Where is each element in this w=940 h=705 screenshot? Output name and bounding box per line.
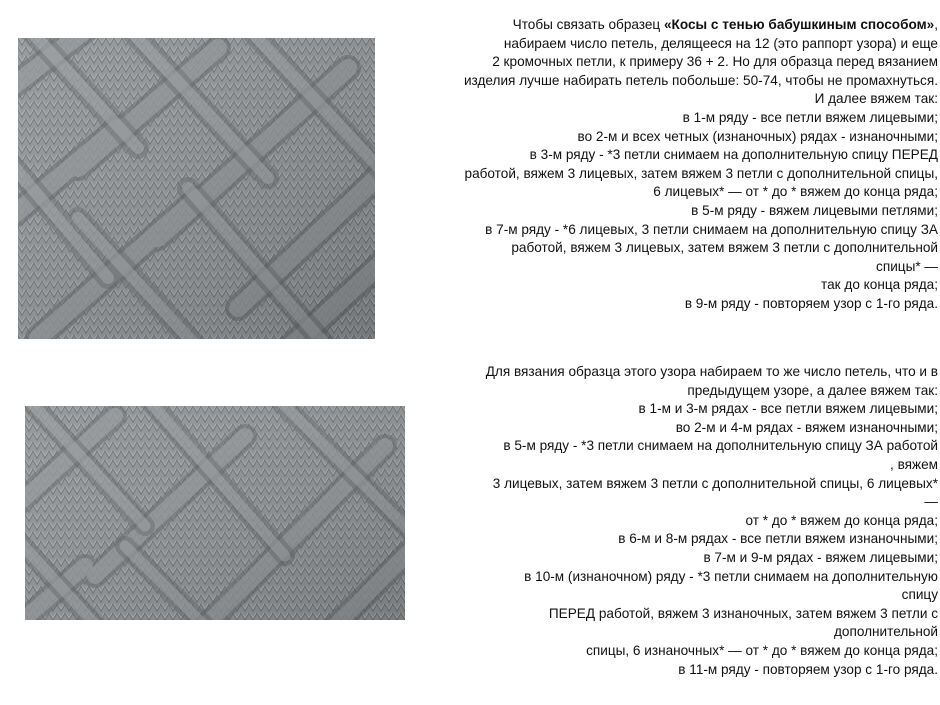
pattern-2-row-2-4: во 2-м и 4-м рядах - вяжем изнаночными;	[675, 419, 938, 435]
pattern-1-intro: Чтобы связать образец «Косы с тенью бабушкиным способом»,	[512, 17, 938, 32]
pattern-2-intro: Для вязания образца этого узора набираем то же число петель, что и в	[485, 364, 938, 379]
pattern-1-line: И далее вяжем так:	[814, 91, 938, 107]
pattern-2-line: спицу	[901, 587, 938, 603]
pattern-2-line: спицы, 6 изнаночных* — от * до * вяжем до конца ряда;	[586, 642, 938, 658]
cable-pattern-image-2	[25, 406, 405, 620]
knit-sample-photo-2	[25, 406, 405, 620]
pattern-2-line: предыдущем узоре, а далее вяжем так:	[687, 382, 938, 398]
pattern-2-row-10: в 10-м (изнаночном) ряду - *3 петли снимаем на дополнительную	[524, 568, 938, 584]
pattern-1-line: изделия лучше набирать петель побольше: 50-74, чтобы не промахнуться.	[463, 72, 938, 88]
pattern-2-line: от * до * вяжем до конца ряда;	[745, 512, 938, 528]
pattern-2-row-1-3: в 1-м и 3-м рядах - все петли вяжем лицевыми;	[638, 401, 938, 417]
pattern-1-line: спицы* —	[876, 258, 938, 274]
pattern-1-line: 6 лицевых* — от * до * вяжем до конца ряда;	[653, 184, 938, 200]
pattern-1-row-1: в 1-м ряду - все петли вяжем лицевыми;	[682, 109, 938, 125]
pattern-1-row-3: в 3-м ряду - *3 петли снимаем на дополнительную спицу ПЕРЕД	[529, 147, 938, 163]
pattern-1-line: набираем число петель, делящееся на 12 (это раппорт узора) и еще	[503, 35, 938, 51]
pattern-1-row-7: в 7-м ряду - *6 лицевых, 3 петли снимаем на дополнительную спицу ЗА	[485, 221, 938, 237]
pattern-1-line: так до конца ряда;	[821, 277, 938, 293]
pattern-2-row-5: в 5-м ряду - *3 петли снимаем на дополнительную спицу ЗА работой	[503, 438, 938, 454]
pattern-2-instructions	[393, 363, 938, 679]
pattern-1-line: 2 кромочных петли, к примеру 36 + 2. Но для образца перед вязанием	[492, 54, 938, 70]
pattern-1-row-5: в 5-м ряду - вяжем лицевыми петлями;	[691, 202, 938, 218]
cable-pattern-image-1	[18, 38, 375, 339]
knit-sample-photo-1	[18, 38, 375, 339]
pattern-2-row-11: в 11-м ряду - повторяем узор с 1-го ряда.	[678, 661, 938, 677]
pattern-1-line: работой, вяжем 3 лицевых, затем вяжем 3 петли с дополнительной	[511, 240, 938, 256]
pattern-2-line: ПЕРЕД работой, вяжем 3 изнаночных, затем вяжем 3 петли с	[548, 605, 938, 621]
pattern-1-row-9: в 9-м ряду - повторяем узор с 1-го ряда.	[684, 295, 938, 311]
pattern-2-row-7-9: в 7-м и 9-м рядах - вяжем лицевыми;	[703, 549, 938, 565]
pattern-2-row-6-8: в 6-м и 8-м рядах - все петли вяжем изнаночными;	[618, 531, 938, 547]
pattern-1-line: работой, вяжем 3 лицевых, затем вяжем 3 петли с дополнительной спицы,	[464, 165, 938, 181]
pattern-2-line: —	[924, 494, 938, 510]
pattern-2-line: 3 лицевых, затем вяжем 3 петли с дополнительной спицы, 6 лицевых*	[492, 475, 938, 491]
pattern-1-row-2: во 2-м и всех четных (изнаночных) рядах - изнаночными;	[577, 128, 938, 144]
pattern-1-instructions	[363, 16, 938, 314]
pattern-1-name: «Косы с тенью бабушкиным способом»	[664, 17, 935, 32]
pattern-2-line: дополнительной	[833, 624, 938, 640]
pattern-2-line: , вяжем	[890, 456, 938, 472]
